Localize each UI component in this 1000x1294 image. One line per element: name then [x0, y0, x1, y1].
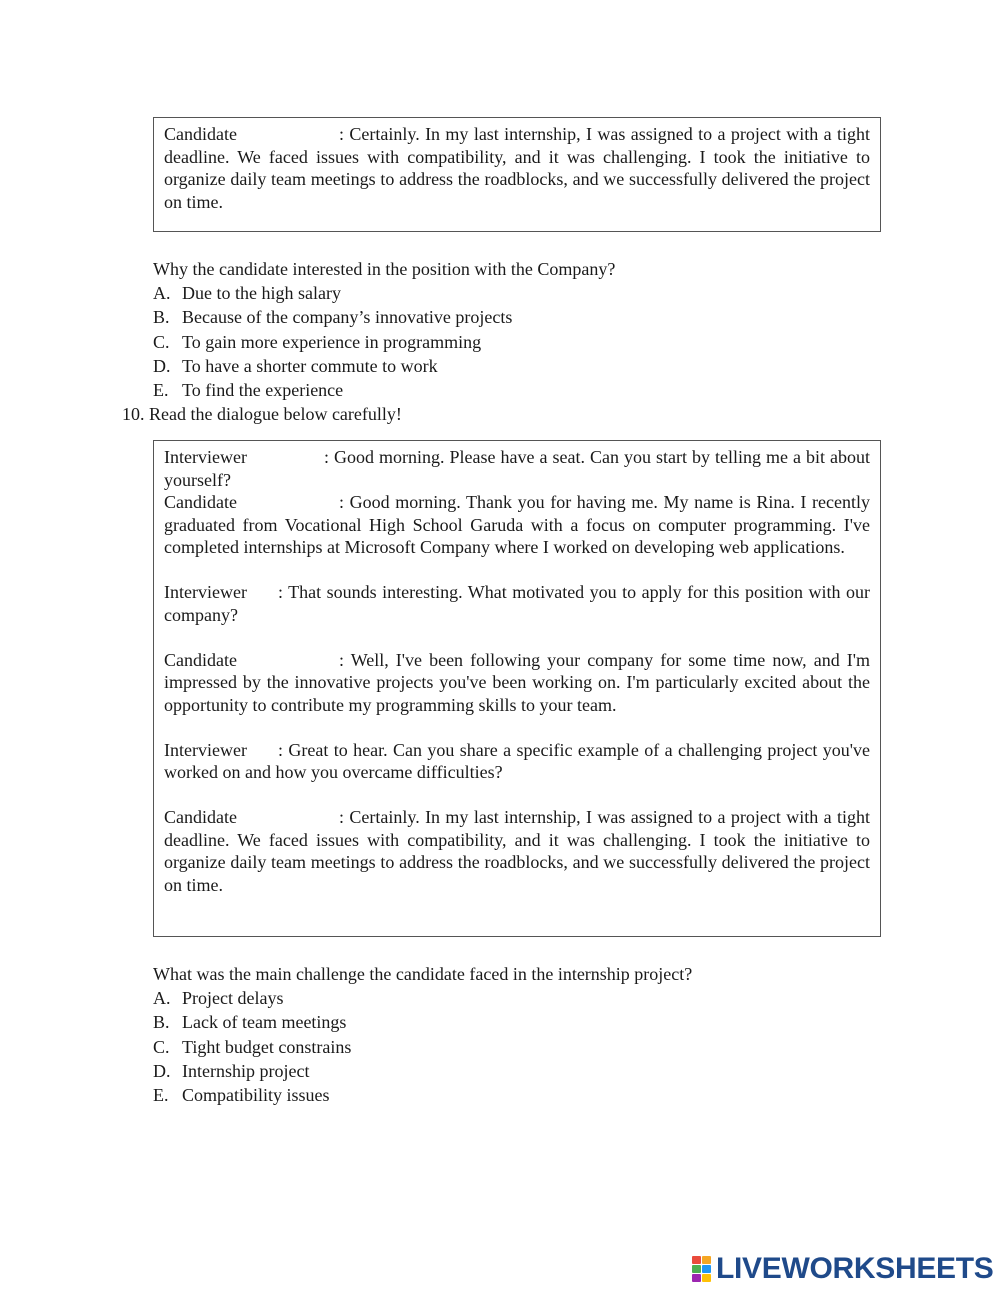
speaker-label: Candidate — [164, 807, 237, 827]
dialogue-turn — [164, 581, 870, 626]
option-letter: A. — [153, 283, 171, 303]
logo-text: LIVEWORKSHEETS — [716, 1252, 994, 1285]
question-10-text: What was the main challenge the candidate faced in the internship project? — [153, 964, 693, 984]
dialogue-text: : Great to hear. Can you share a specific example of a challenging project you've worked on and how you overcame difficulties? — [164, 739, 870, 782]
logo-mark-tile — [692, 1265, 701, 1273]
logo-mark-tile — [702, 1265, 711, 1273]
item-10-heading — [122, 402, 402, 426]
option-e[interactable] — [153, 378, 512, 402]
option-text: Project delays — [182, 988, 284, 1008]
dialogue-text: : Well, I've been following your company for some time now, and I'm impressed by the innovative projects you've been working on. I'm particularly excited about the opportunity to contribute my programming skills to your team. — [164, 649, 870, 715]
option-c[interactable] — [153, 1035, 351, 1059]
logo-mark-tile — [702, 1274, 711, 1282]
liveworksheets-logo[interactable] — [692, 1254, 994, 1284]
option-text: To find the experience — [182, 380, 344, 401]
option-e[interactable] — [153, 1083, 351, 1107]
speaker-label: Interviewer — [164, 582, 247, 602]
dialogue-turn — [164, 491, 870, 559]
option-a[interactable] — [153, 281, 512, 305]
option-text: Compatibility issues — [182, 1085, 330, 1106]
speaker-label: Interviewer — [164, 447, 247, 467]
option-letter: A. — [153, 988, 171, 1008]
option-letter: E. — [153, 380, 169, 401]
option-text: Lack of team meetings — [182, 1012, 347, 1033]
option-text: Internship project — [182, 1060, 310, 1081]
question-9-options — [153, 281, 512, 402]
option-letter: D. — [153, 1060, 171, 1081]
option-d[interactable] — [153, 354, 512, 378]
option-text: To have a shorter commute to work — [182, 355, 438, 376]
option-b[interactable] — [153, 1010, 351, 1034]
option-letter: B. — [153, 1012, 170, 1033]
logo-mark-tile — [692, 1274, 701, 1282]
dialogue-text: : Good morning. Thank you for having me. My name is Rina. I recently graduated from Vocational High School Garuda with a focus on computer programming. I've completed internships at Microsoft Company where I worked on developing web applications. — [164, 492, 870, 557]
speaker-label: Candidate — [164, 124, 237, 144]
option-text: Tight budget constrains — [182, 1036, 352, 1057]
question-10-options — [153, 986, 351, 1107]
dialogue-text: : That sounds interesting. What motivated you to apply for this position with our company? — [164, 582, 870, 625]
logo-mark-tile — [702, 1256, 711, 1264]
dialogue-text: : Good morning. Please have a seat. Can you start by telling me a bit about yourself? — [164, 447, 870, 490]
option-letter: C. — [153, 1036, 170, 1057]
dialogue-turn — [164, 446, 870, 491]
item-number: 10. — [122, 404, 145, 424]
speaker-label: Candidate — [164, 492, 237, 512]
logo-mark-tile — [692, 1256, 701, 1264]
option-c[interactable] — [153, 330, 512, 354]
dialogue-turn — [164, 649, 870, 717]
question-9-text: Why the candidate interested in the position with the Company? — [153, 259, 616, 279]
option-letter: B. — [153, 307, 170, 328]
option-b[interactable] — [153, 305, 512, 329]
option-d[interactable] — [153, 1059, 351, 1083]
item-instruction: Read the dialogue below carefully! — [149, 404, 402, 424]
option-text: Because of the company’s innovative projects — [182, 307, 513, 328]
dialogue-text: : Certainly. In my last internship, I was assigned to a project with a tight deadline. We faced issues with compatibility, and it was challenging. I took the initiative to organize daily team meetings to address the roadblocks, and we successfully delivered the project on time. — [164, 807, 870, 895]
dialogue-turn — [164, 123, 870, 213]
dialogue-turn — [164, 806, 870, 896]
option-text: To gain more experience in programming — [182, 331, 482, 352]
speaker-label: Candidate — [164, 649, 237, 670]
option-a[interactable] — [153, 986, 351, 1010]
option-letter: E. — [153, 1085, 169, 1106]
option-letter: C. — [153, 331, 170, 352]
logo-mark-icon — [692, 1256, 712, 1282]
speaker-label: Interviewer — [164, 739, 247, 760]
option-letter: D. — [153, 355, 171, 376]
dialogue-box-previous — [153, 117, 881, 232]
dialogue-box — [153, 440, 881, 937]
option-text: Due to the high salary — [182, 283, 341, 303]
dialogue-text: : Certainly. In my last internship, I was assigned to a project with a tight deadline. We faced issues with compatibility, and it was challenging. I took the initiative to organize daily team meetings to address the roadblocks, and we successfully delivered the project on time. — [164, 124, 870, 212]
dialogue-turn — [164, 739, 870, 784]
